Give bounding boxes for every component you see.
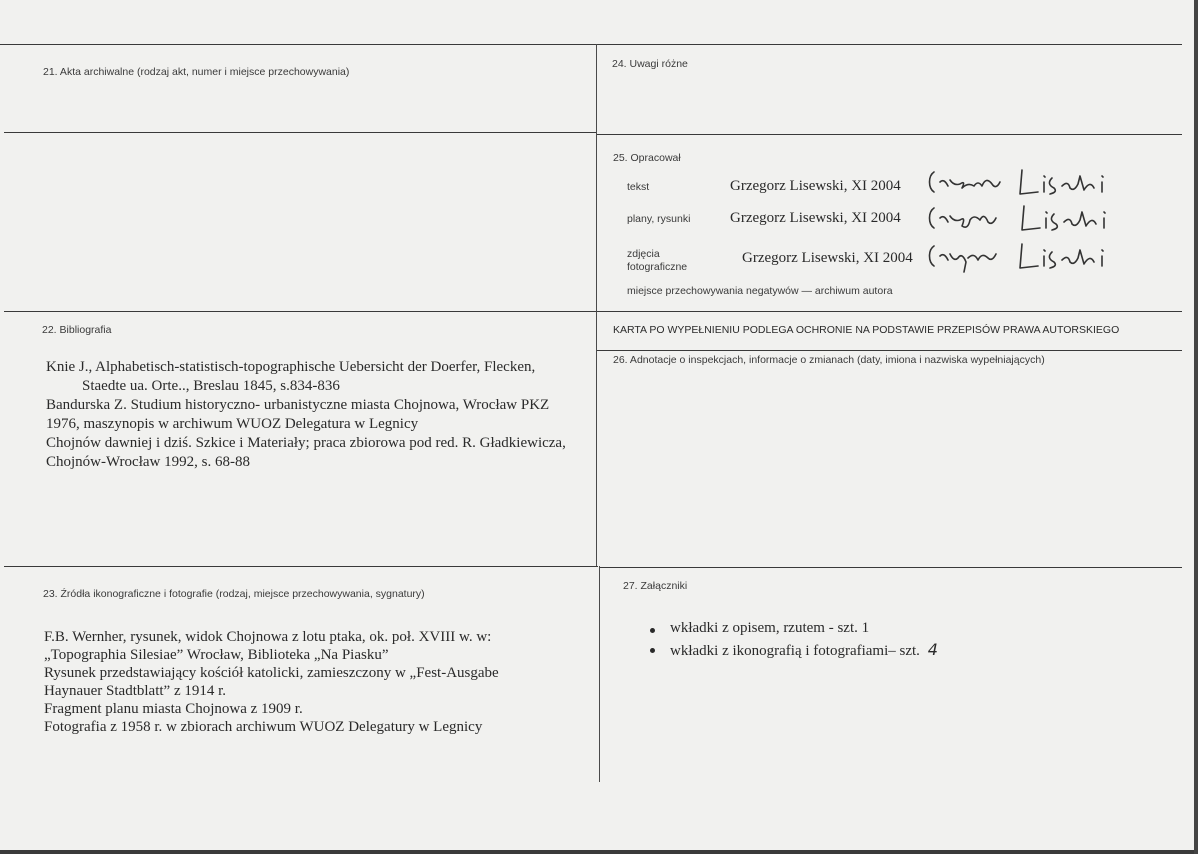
rule-right-2 bbox=[597, 311, 1182, 312]
source-line: Rysunek przedstawiający kościół katolicki, zamieszczony w „Fest-Ausgabe bbox=[44, 665, 499, 681]
section-26-label: 26. Adnotacje o inspekcjach, informacje o zmianach (daty, imiona i nazwiska wypełniających) bbox=[613, 354, 1045, 366]
scan-edge-right bbox=[1194, 0, 1198, 854]
center-divider-upper bbox=[596, 44, 597, 566]
signature-3 bbox=[926, 240, 1126, 274]
bibliography-line: Knie J., Alphabetisch-statistisch-topographische Uebersicht der Doerfer, Flecken, bbox=[46, 359, 536, 375]
section-27-label: 27. Załączniki bbox=[623, 580, 688, 592]
negatives-note: miejsce przechowywania negatywów — archiwum autora bbox=[627, 285, 893, 297]
rule-left-3 bbox=[4, 566, 598, 567]
source-line: Haynauer Stadtblatt” z 1914 r. bbox=[44, 683, 227, 699]
rule-right-1 bbox=[597, 134, 1182, 135]
section-23-label: 23. Źródła ikonograficzne i fotografie (rodzaj, miejsce przechowywania, sygnatury) bbox=[43, 588, 425, 600]
bibliography-line: Staedte ua. Orte.., Breslau 1845, s.834-836 bbox=[82, 378, 340, 394]
bibliography-line: Chojnów dawniej i dziś. Szkice i Materiały; praca zbiorowa pod red. R. Gładkiewicza, bbox=[46, 435, 566, 451]
top-rule bbox=[0, 44, 1182, 45]
center-divider-lower bbox=[599, 566, 600, 782]
signature-2 bbox=[926, 200, 1126, 234]
copyright-notice: KARTA PO WYPEŁNIENIU PODLEGA OCHRONIE NA PODSTAWIE PRZEPISÓW PRAWA AUTORSKIEGO bbox=[613, 324, 1120, 336]
role-photos-line2: fotograficzne bbox=[627, 261, 688, 273]
source-line: F.B. Wernher, rysunek, widok Chojnowa z lotu ptaka, ok. poł. XVIII w. w: bbox=[44, 629, 492, 645]
author-photos: Grzegorz Lisewski, XI 2004 bbox=[742, 250, 913, 266]
scan-edge-bottom bbox=[0, 850, 1198, 854]
rule-left-1 bbox=[4, 132, 596, 133]
author-plans: Grzegorz Lisewski, XI 2004 bbox=[730, 210, 901, 226]
section-21-label: 21. Akta archiwalne (rodzaj akt, numer i miejsce przechowywania) bbox=[43, 66, 350, 78]
role-plans: plany, rysunki bbox=[627, 213, 691, 225]
rule-right-copyright bbox=[597, 350, 1182, 351]
rule-right-3 bbox=[599, 567, 1182, 568]
section-25-label: 25. Opracował bbox=[613, 152, 681, 164]
author-text: Grzegorz Lisewski, XI 2004 bbox=[730, 178, 901, 194]
rule-left-2 bbox=[4, 311, 596, 312]
attachment-item-2-text: wkładki z ikonografią i fotografiami– szt. bbox=[670, 643, 920, 659]
section-22-label: 22. Bibliografia bbox=[42, 324, 112, 336]
source-line: „Topographia Silesiae” Wrocław, Biblioteka „Na Piasku” bbox=[44, 647, 389, 663]
role-photos-line1: zdjęcia bbox=[627, 248, 660, 260]
source-line: Fotografia z 1958 r. w zbiorach archiwum WUOZ Delegatury w Legnicy bbox=[44, 719, 483, 735]
bullet-icon bbox=[650, 628, 655, 633]
signature-1 bbox=[926, 166, 1126, 200]
bullet-icon bbox=[650, 648, 655, 653]
bibliography-line: Chojnów-Wrocław 1992, s. 68-88 bbox=[46, 454, 250, 470]
section-24-label: 24. Uwagi różne bbox=[612, 58, 688, 70]
attachment-item-2 bbox=[670, 640, 938, 660]
role-text: tekst bbox=[627, 181, 650, 193]
attachment-item-2-handwritten-count: 4 bbox=[927, 640, 938, 659]
bibliography-line: 1976, maszynopis w archiwum WUOZ Delegatura w Legnicy bbox=[46, 416, 419, 432]
bibliography-line: Bandurska Z. Studium historyczno- urbanistyczne miasta Chojnowa, Wrocław PKZ bbox=[46, 397, 550, 413]
source-line: Fragment planu miasta Chojnowa z 1909 r. bbox=[44, 701, 303, 717]
attachment-item-1: wkładki z opisem, rzutem - szt. 1 bbox=[670, 620, 870, 636]
